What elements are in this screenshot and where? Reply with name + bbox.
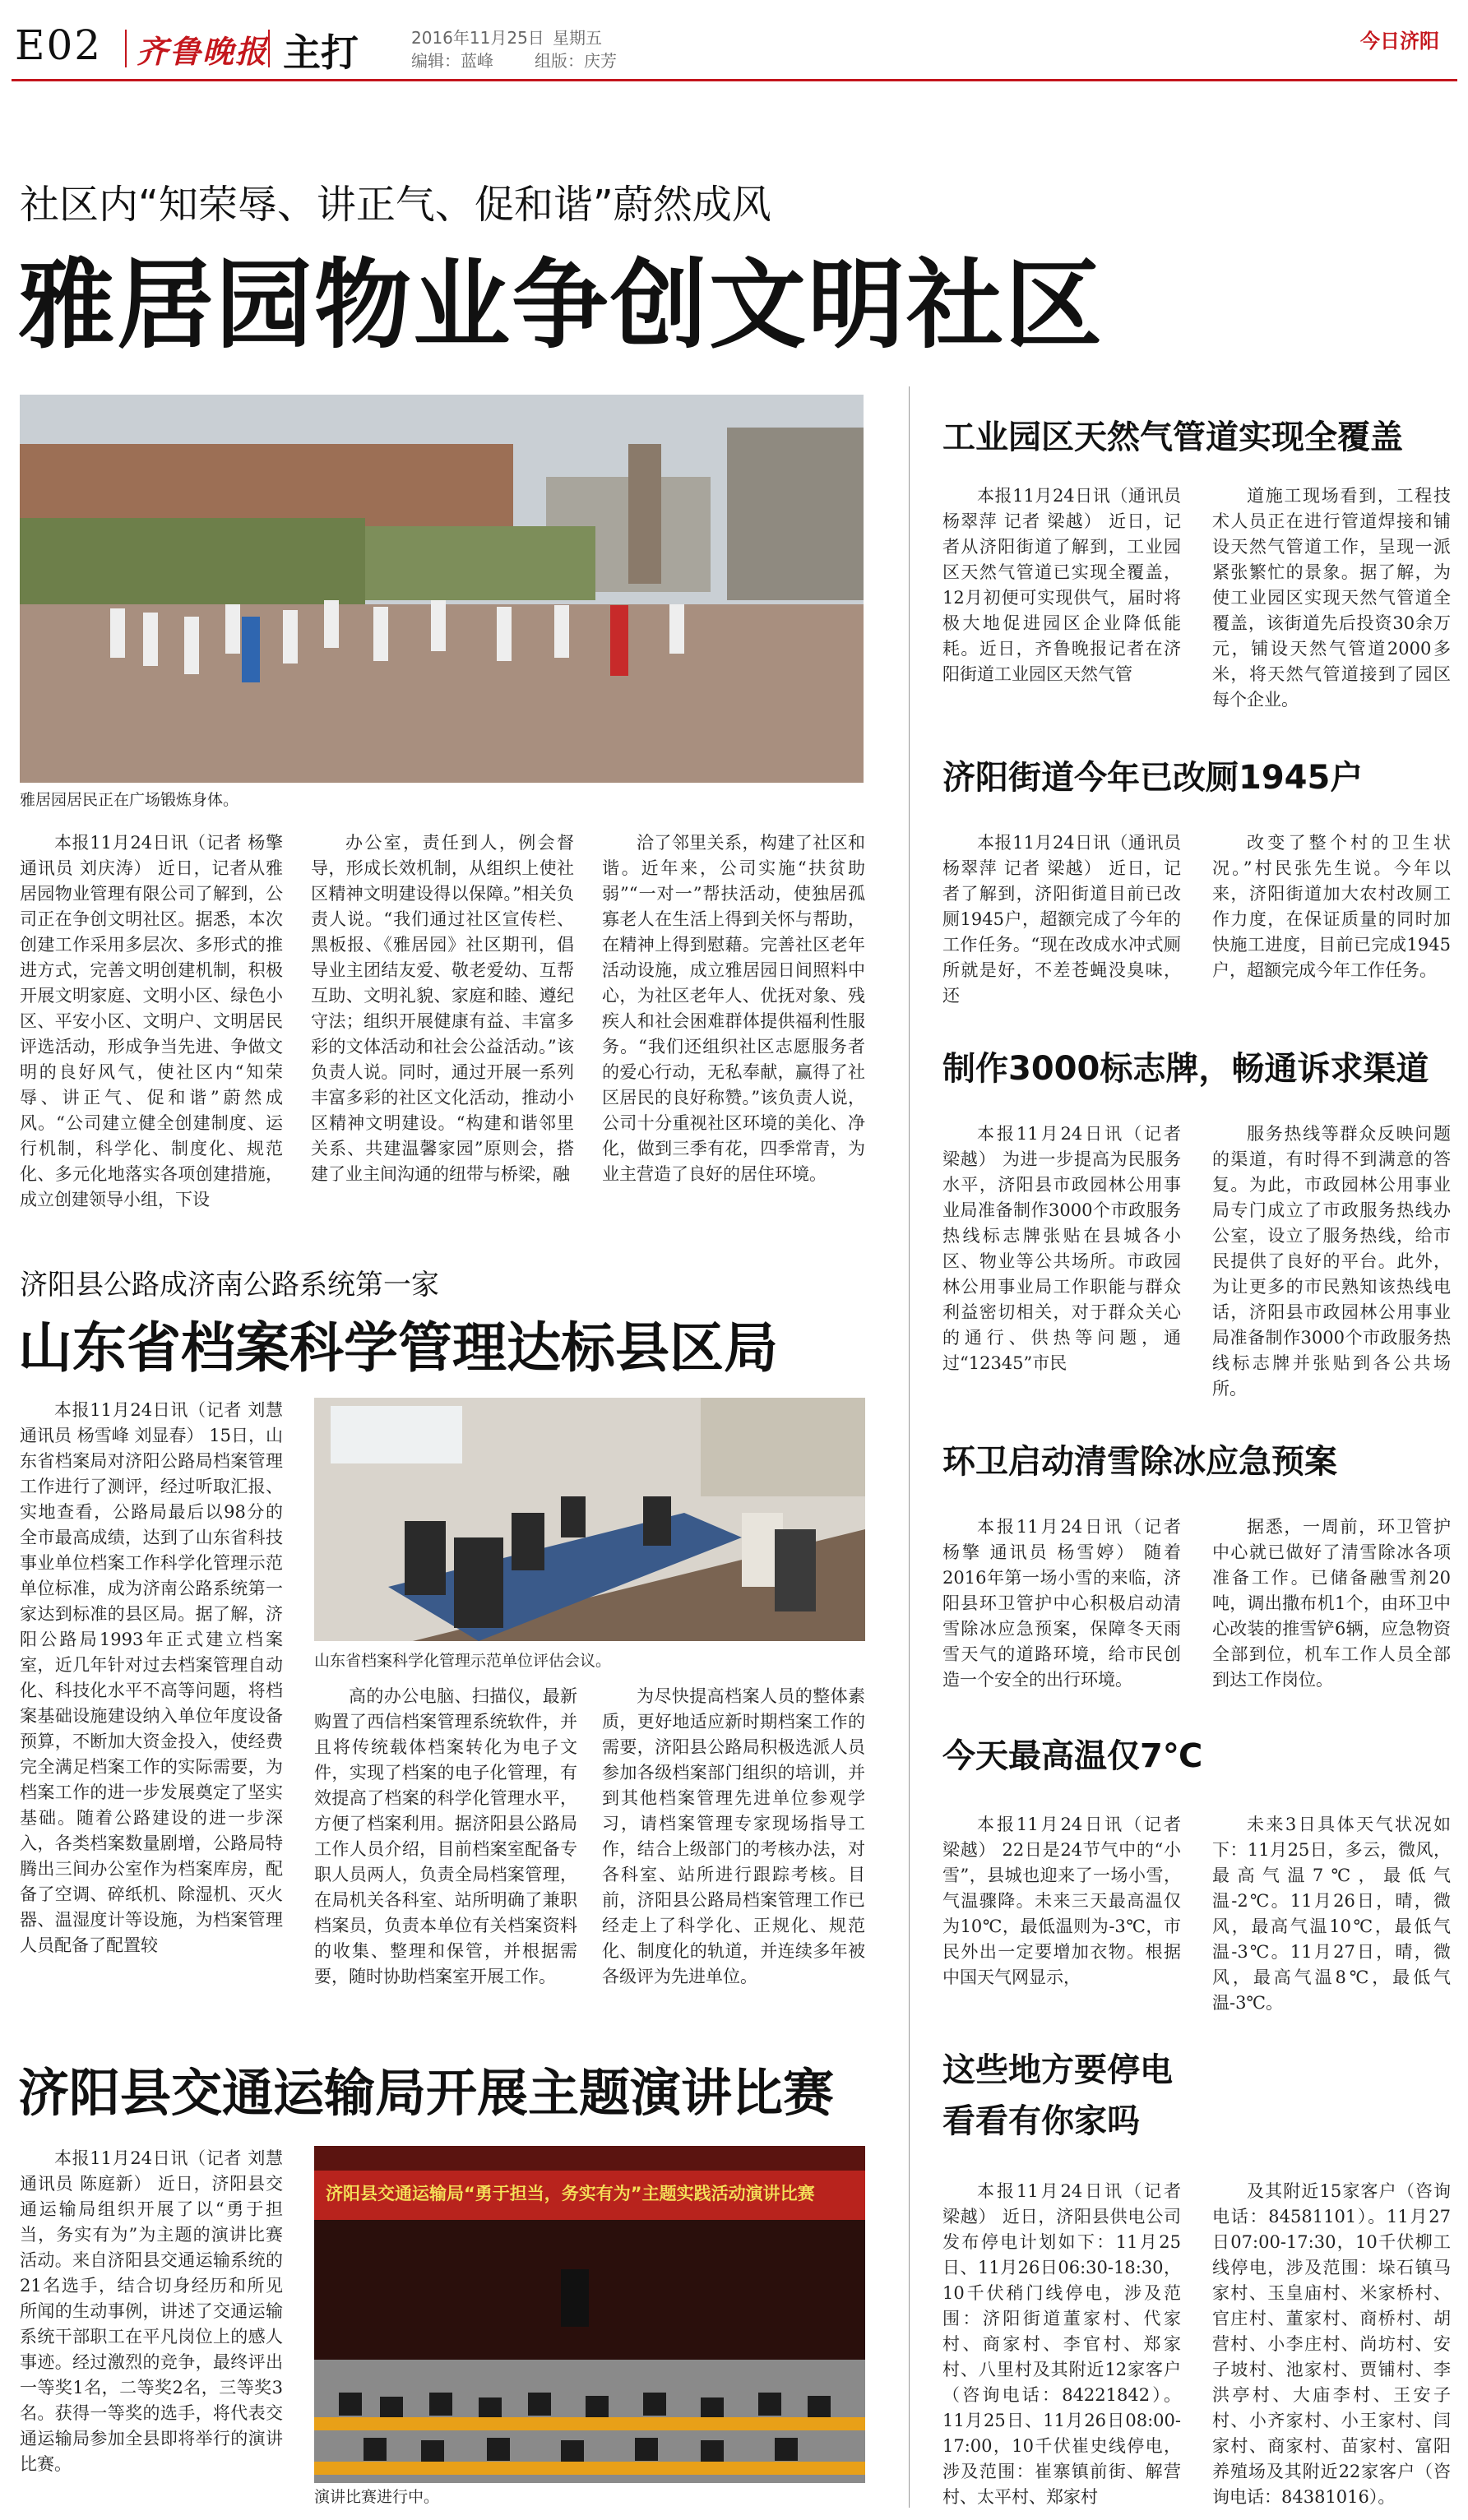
- weather-column-2: 未来3日具体天气状况如下：11月25日，多云，微风，最高气温7℃，最低气温-2℃。11月26日，晴，微风，最高气温10℃，最低气温-3℃。11月27日，晴，微风，最高气温8℃，最低气温-3℃。: [1212, 1815, 1451, 2013]
- archive-kicker: 济阳县公路成济南公路系统第一家: [20, 1269, 439, 1302]
- power-headline-line-2: 看看有你家吗: [942, 2102, 1140, 2140]
- archive-column-3: 为尽快提高档案人员的整体素质，更好地适应新时期档案工作的需要，济阳县公路局积极选派人员参加各级档案部门组织的培训，并到其他档案管理先进单位参观学习，请档案管理专家现场指导工作，结合上级部门的考核办法，对各科室、站所进行跟踪考核。目前，济阳县公路局档案管理工作已经走上了科学化、正规化、规范化、制度化的轨道，并连续多年被各级评为先进单位。: [602, 1686, 865, 1986]
- issue-date: 2016年11月25日: [411, 28, 544, 48]
- lead-column-2: 办公室，责任到人，例会督导，形成长效机制，从组织上使社区精神文明建设得以保障。”相关负责人说。“我们通过社区宣传栏、黑板报、《雅居园》社区期刊，倡导业主团结友爱、敬老爱幼、互帮互助、文明礼貌、家庭和睦、遵纪守法；组织开展健康有益、丰富多彩的文体活动和社会公益活动。”该负责人说。同时，通过开展一系列丰富多彩的社区文化活动，推动小区精神文明建设。“构建和谐邻里关系、共建温馨家园”原则会，搭建了业主间沟通的纽带与桥梁，融: [311, 833, 574, 1184]
- gas-headline: 工业园区天然气管道实现全覆盖: [942, 418, 1403, 456]
- edition-name: 今日济阳: [1360, 30, 1439, 53]
- masthead-rule: [12, 79, 1457, 81]
- weather-headline: 今天最高温仅7℃: [942, 1737, 1203, 1775]
- lead-column-3: 洽了邻里关系，构建了社区和谐。近年来，公司实施“扶贫助弱”“一对一”帮扶活动，使独居孤寡老人在生活上得到关怀与帮助，在精神上得到慰藉。完善社区老年活动设施，成立雅居园日间照料中心，为社区老年人、优抚对象、残疾人和社会困难群体提供福利性服务。“我们还组织社区志愿服务者的爱心行动，无私奉献，赢得了社区居民的良好称赞。”该负责人说，公司十分重视社区环境的美化、净化，做到三季有花，四季常青，为业主营造了良好的居住环境。: [602, 833, 865, 1184]
- lead-headline: 雅居园物业争创文明社区: [18, 248, 1104, 362]
- signs-column-1: 本报11月24日讯（记者 梁越） 为进一步提高为民服务水平，济阳县市政园林公用事业局准备制作3000个市政服务热线标志牌张贴在县城各小区、物业等公共场所。市政园林公用事业局工作职能与群众利益密切相关，对于群众关心的通行、供热等问题，通过“12345”市民: [942, 1124, 1181, 1373]
- archive-column-2: 高的办公电脑、扫描仪，最新购置了西信档案管理系统软件，并且将传统载体档案转化为电子文件，实现了档案的电子化管理，有效提高了档案的科学化管理水平，方便了档案利用。据济阳县公路局工作人员介绍，目前档案室配备专职人员两人，负责全局档案管理，在局机关各科室、站所明确了兼职档案员，负责本单位有关档案资料的收集、整理和保管，并根据需要，随时协助档案室开展工作。: [314, 1686, 577, 1986]
- archive-headline: 山东省档案科学管理达标县区局: [18, 1316, 778, 1380]
- column-separator: [909, 386, 910, 2508]
- issue-weekday: 星期五: [553, 28, 602, 48]
- speech-headline: 济阳县交通运输局开展主题演讲比赛: [18, 2063, 835, 2123]
- masthead-divider: [125, 30, 127, 67]
- gas-column-2: 道施工现场看到，工程技术人员正在进行管道焊接和铺设天然气管道工作，呈现一派紧张繁忙的景象。据了解，为使工业园区实现天然气管道全覆盖，该街道先后投资30余万元，铺设天然气管道2000多米，将天然气管道接到了园区每个企业。: [1212, 486, 1451, 710]
- lead-photo-caption: 雅居园居民正在广场锻炼身体。: [20, 791, 239, 809]
- meeting-room-illustration: [314, 1398, 865, 1641]
- paper-logo: 齐鲁晚报: [137, 33, 269, 70]
- signs-column-2: 服务热线等群众反映问题的渠道，有时得不到满意的答复。为此，市政园林公用事业局专门成立了市政服务热线办公室，设立了服务热线，给市民提供了良好的平台。此外，为让更多的市民熟知该热线电话，济阳县市政园林公用事业局准备制作3000个市政服务热线标志牌并张贴到各公共场所。: [1212, 1124, 1451, 1399]
- archive-column-1: 本报11月24日讯（记者 刘慧 通讯员 杨雪峰 刘显春） 15日，山东省档案局对济阳公路局档案管理工作进行了测评，经过听取汇报、实地查看，公路局最后以98分的全市最高成绩，达到了山东省科技事业单位档案工作科学化管理示范单位标准，成为济南公路系统第一家达到标准的县区局。据了解，济阳公路局1993年正式建立档案室，近几年针对过去档案管理自动化、科技化水平不高等问题，将档案基础设施建设纳入单位年度设备预算，不断加大资金投入，使经费完全满足档案工作的实际需要，为档案工作的进一步发展奠定了坚实基础。随着公路建设的进一步深入，各类档案数量剧增，公路局特腾出三间办公室作为档案库房，配备了空调、碎纸机、除湿机、灭火器、温湿度计等设施，为档案管理人员配备了配置较: [20, 1400, 283, 1955]
- toilet-headline: 济阳街道今年已改厕1945户: [942, 759, 1364, 797]
- section-name: 主打: [283, 30, 359, 75]
- power-headline-line-1: 这些地方要停电: [942, 2051, 1173, 2089]
- lead-photo: [20, 395, 864, 783]
- masthead-divider-2: [268, 30, 270, 67]
- snow-column-2: 据悉，一周前，环卫管护中心就已做好了清雪除冰各项准备工作。已储备融雪剂20吨，调出撒布机1个，由环卫中心改装的推雪铲6辆，应急物资全部到位，机车工作人员全部到达工作岗位。: [1212, 1517, 1451, 1690]
- toilet-column-2: 改变了整个村的卫生状况。”村民张先生说。今年以来，济阳街道加大农村改厕工作力度，在保证质量的同时加快施工进度，目前已完成1945户，超额完成今年工作任务。: [1212, 833, 1451, 980]
- plaza-exercise-illustration: [20, 395, 864, 783]
- lead-column-1: 本报11月24日讯（记者 杨擎 通讯员 刘庆涛） 近日，记者从雅居园物业管理有限公司了解到，公司正在争创文明社区。据悉，本次创建工作采用多层次、多形式的推进方式，完善文明创建机制，积极开展文明家庭、文明小区、绿色小区、平安小区、文明户、文明居民评选活动，形成争当先进、争做文明的良好风气，使社区内“知荣辱、讲正气、促和谐”蔚然成风。“公司建立健全创建制度、运行机制，科学化、制度化、规范化、多元化地落实各项创建措施，成立创建领导小组，下设: [20, 833, 283, 1209]
- weather-column-1: 本报11月24日讯（记者 梁越） 22日是24节气中的“小雪”，县城也迎来了一场小雪，气温骤降。未来三天最高温仅为10℃，最低温则为-3℃，市民外出一定要增加衣物。根据中国天气网显示，: [942, 1815, 1181, 1987]
- page-number: E02: [15, 21, 103, 69]
- speech-column-1: 本报11月24日讯（记者 刘慧 通讯员 陈庭新） 近日，济阳县交通运输局组织开展了以“勇于担当，务实有为”为主题的演讲比赛活动。来自济阳县交通运输系统的21名选手，结合切身经历和所见所闻的生动事例，讲述了交通运输系统干部职工在平凡岗位上的感人事迹。经过激烈的竞争，最终评出一等奖1名，二等奖2名，三等奖3名。获得一等奖的选手，将代表交通运输局参加全县即将举行的演讲比赛。: [20, 2148, 283, 2474]
- lead-kicker: 社区内“知荣辱、讲正气、促和谐”蔚然成风: [20, 182, 771, 228]
- designer-credit: 组版：庆芳: [535, 51, 617, 71]
- signs-headline: 制作3000标志牌，畅通诉求渠道: [942, 1050, 1429, 1088]
- speech-banner-text: 济阳县交通运输局“勇于担当，务实有为”主题实践活动演讲比赛: [326, 2184, 815, 2203]
- speech-photo-caption: 演讲比赛进行中。: [314, 2488, 440, 2506]
- snow-headline: 环卫启动清雪除冰应急预案: [942, 1443, 1337, 1481]
- archive-photo: [314, 1398, 865, 1641]
- power-column-1: 本报11月24日讯（记者 梁越） 近日，济阳县供电公司发布停电计划如下：11月25日、11月26日06:30-18:30，10千伏稍门线停电，涉及范围：济阳街道董家村、代家村、商家村、李官村、郑家村、八里村及其附近12家客户（咨询电话：84221842）。11月25日、11月26日08:00-17:00，10千伏崔史线停电，涉及范围：崔寨镇前街、解营村、太平村、郑家村: [942, 2181, 1181, 2507]
- editor-credit: 编辑：蓝峰: [411, 51, 493, 71]
- speech-photo: [314, 2146, 865, 2483]
- gas-column-1: 本报11月24日讯（通讯员 杨翠萍 记者 梁越） 近日，记者从济阳街道了解到，工业园区天然气管道已实现全覆盖，12月初便可实现供气，届时将极大地促进园区企业降低能耗。近日，齐鲁晚报记者在济阳街道工业园区天然气管: [942, 486, 1181, 684]
- toilet-column-1: 本报11月24日讯（通讯员 杨翠萍 记者 梁越） 近日，记者了解到，济阳街道目前已改厕1945户，超额完成了今年的工作任务。“现在改成水冲式厕所就是好，不差苍蝇没臭味，还: [942, 833, 1181, 1006]
- snow-column-1: 本报11月24日讯（记者 杨擎 通讯员 杨雪婷） 随着2016年第一场小雪的来临，济阳县环卫管护中心积极启动清雪除冰应急预案，保障冬天雨雪天气的道路环境，给市民创造一个安全的出行环境。: [942, 1517, 1181, 1690]
- archive-photo-caption: 山东省档案科学化管理示范单位评估会议。: [314, 1652, 612, 1670]
- power-column-2: 及其附近15家客户（咨询电话：84581101）。11月27日07:00-17:30，10千伏柳工线停电，涉及范围：垛石镇马家村、玉皇庙村、米家桥村、官庄村、董家村、商桥村、胡营村、小李庄村、尚坊村、安子坡村、池家村、贾铺村、李洪亭村、大庙李村、王安子村、小齐家村、小王家村、闫家村、商家村、苗家村、富阳养殖场及其附近22家客户（咨询电话：84381016）。: [1212, 2181, 1451, 2507]
